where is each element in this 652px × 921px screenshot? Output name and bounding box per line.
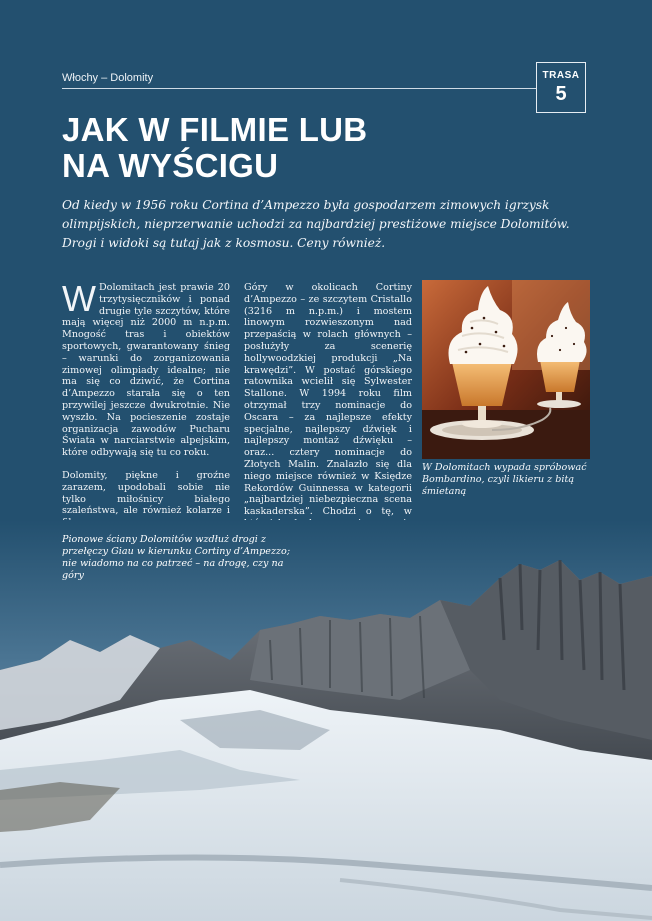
paragraph: [62, 278, 230, 459]
route-badge-label: TRASA: [542, 70, 580, 81]
drinks-photo-caption: W Dolomitach wypada spróbować Bombardino, czyli likieru z bitą śmietaną: [422, 462, 587, 497]
paragraph: Góry w okolicach Cortiny d’Ampezzo – ze szczytem Cristallo (3216 m n.p.m.) i mostem linowym rozwieszonym nad przepaścią w rolach głównych – posłużyły za scenerię hollywoodzkiej produkcji „Na krawędzi”. W postać górskiego ratownika wcielił się Sylwester Stallone. W 1994 roku film otrzymał trzy nominacje do Oscara – za najlepsze efekty specjalne, najlepszy dźwięk i najlepszy montaż dźwięku – oraz... cztery nominacje do Złotych Malin. Znalazło się dla niego miejsce również w Księdze Rekordów Guinnessa w kategorii „najbardziej niebezpieczna scena kaskaderska”. Chodzi o tę, w: [244, 282, 412, 518]
article-title: [62, 112, 532, 184]
article-title-line-2: NA WYŚCIGU: [62, 147, 279, 184]
mountains-photo-caption: Pionowe ściany Dolomitów wzdłuż drogi z przełęczy Giau w kierunku Cortiny d’Ampezzo; nie wiadomo na co patrzeć – na drogę, czy na góry: [62, 534, 291, 581]
article-lead: Od kiedy w 1956 roku Cortina d’Ampezzo była gospodarzem zimowych igrzysk olimpijskich, nieprzerwanie uchodzi za najbardziej prestiżowe miejsce Dolomitów. Drogi i widoki są tutaj jak z kosmosu. Ceny również.: [62, 198, 570, 250]
route-badge: [536, 62, 586, 113]
section-label: Włochy – Dolomity: [62, 72, 154, 84]
article-title-line-1: JAK W FILMIE LUB: [62, 111, 368, 148]
header-rule: [62, 88, 536, 89]
text-column-1: [62, 278, 230, 540]
paragraph: Dolomity, piękne i groźne zarazem, upodobali sobie nie tylko miłośnicy białego szaleństwa, ale również kolarze i: [62, 469, 230, 517]
bombardino-illustration: [422, 280, 590, 459]
drop-cap: W: [62, 278, 96, 319]
route-badge-number: 5: [555, 83, 567, 105]
paragraph-text: Dolomitach jest prawie 20 trzytysięczników i ponad drugie tyle szczytów, które mają więcej niż 2000 m n.p.m. Mnogość tras i obiektów sportowych, gwarantowany śnieg – warunki do zorganizowania zimowej olimpiady idealne; nie ma się co dziwić, że Cortina d’Ampezzo starała się o ten przywilej jeszcze dwukrotnie. Nie wyszło. Na pocieszenie zostaje organizacja zawodów Pucharu Świata w narciarstwie alpejskim, które odbywają się tu co roku.: [62, 282, 230, 459]
bombardino-photo: [422, 280, 590, 459]
